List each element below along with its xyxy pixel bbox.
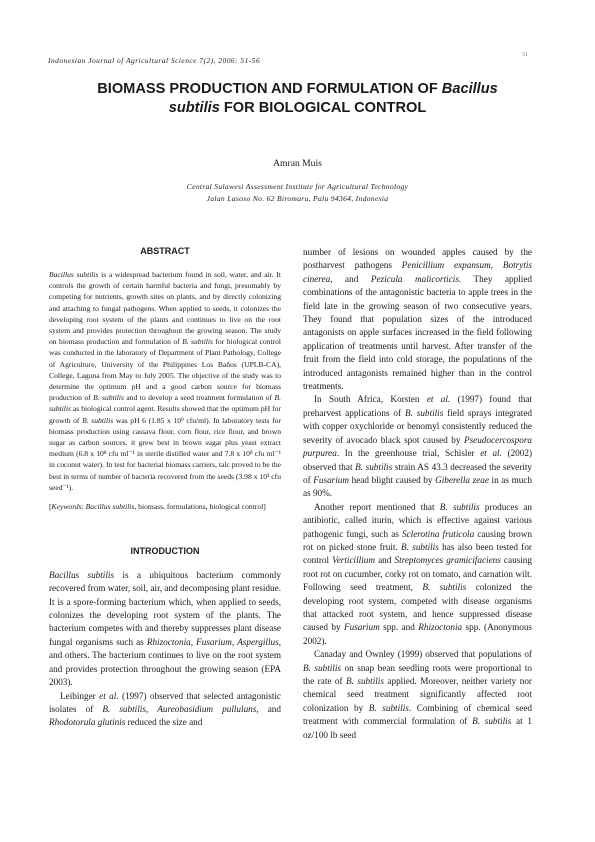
keywords-close-bracket: ]: [263, 501, 266, 511]
citation-etal: et al.: [99, 690, 119, 701]
keywords-separator: :: [81, 501, 86, 511]
abstract-term: B. subtilis: [49, 393, 281, 414]
right-paragraph-3: [303, 501, 532, 648]
right-paragraph-1: [303, 246, 532, 393]
abstract-text-segment: was pH 6 (1.85 x 10⁹ cfu/ml). In laboratory tests for biomass production using cassava flour, corn flour, rice flour, and brown sugar as carbon sources, it grew best in brown sugar plus yeast extract medium (6.8 x 10⁸ cfu ml⁻¹ in sterile distilled water and 7.8 x 10⁸ cfu ml⁻¹ in coconut water). In test for bacterial biomass carriers, talc proved to be the best in terms of number of bacteria recovered from the seeds (3.98 x 10³ cfu seed⁻¹).: [49, 415, 281, 492]
abstract-text-segment: and to develop a seed treatment formulation of: [123, 393, 275, 403]
genus-name: Fusarium: [196, 636, 232, 647]
paper-title: [40, 80, 555, 118]
text-segment: applied. Moreover, neither variety nor chemical seed treatment significantly affected root colonization by: [303, 676, 532, 713]
abstract-term: Bacillus subtilis: [49, 270, 99, 279]
species-name: B. subtilis: [422, 582, 467, 593]
citation-etal: et al.: [426, 394, 451, 405]
species-name: Pseudocercospora purpurea: [303, 434, 532, 459]
affiliation: [0, 181, 595, 204]
species-name: Pezicula malicorticis: [370, 273, 459, 284]
text-segment: and: [375, 555, 395, 566]
text-segment: . In the greenhouse trial, Schisler: [336, 448, 481, 459]
text-segment: field sprays integrated with copper oxychloride or benomyl consistently reduced the severity of avocado black spot caused by: [303, 407, 533, 445]
text-segment: In South Africa, Korsten: [314, 394, 427, 405]
left-column: [49, 246, 281, 730]
affiliation-institute: Central Sulawesi Assessment Institute for Agricultural Technology: [186, 182, 409, 191]
title-line2-text: FOR BIOLOGICAL CONTROL: [219, 100, 427, 116]
abstract-text-segment: as biological control agent. Results showed that the optimum pH for growth of: [49, 404, 281, 425]
abstract-term: B. subtilis: [82, 415, 114, 425]
species-name: B. subtilis: [439, 501, 480, 512]
species-name: Sclerotina fruticola: [402, 528, 475, 539]
text-segment: ,: [490, 260, 503, 271]
author-name: Amran Muis: [273, 158, 322, 169]
abstract-text-segment: for biological control was conducted in the laboratory of Department of Plant Pathology, College of Agriculture, University of the Philippines Los Baños (UPLB-CA), College, Laguna from May to July 2005. The objective of the study was to determine the optimum pH and a good carbon source for biomass production of: [49, 337, 281, 403]
species-name: B. subtilis: [303, 662, 341, 673]
species-name: B. subtilis: [472, 716, 512, 727]
right-paragraph-2: [303, 393, 532, 500]
species-name: Bacillus subtilis: [49, 569, 115, 580]
text-segment: is a ubiquitous bacterium commonly recovered from water, soil, air, and decomposing plant residue. It is a spore-forming bacterium which, when applied to seeds, colonizes the developing root system of the plants. The bacterium competes with and thereby suppresses plant disease fungal organisms such as: [49, 569, 281, 647]
abstract-term: B. subtilis: [182, 337, 213, 347]
abstract-term: B. subtilis: [93, 393, 124, 403]
title-genus: Bacillus: [441, 81, 498, 97]
species-name: B. subtilis: [404, 407, 444, 418]
text-segment: produces an antibiotic, called iturin, which is effective against various pathogenic fungi, such as: [303, 501, 532, 539]
abstract-text-segment: is a widespread bacterium found in soil, water, and air. It controls the growth of certain harmful bacteria and fungi, presumably by competing for nutrients, growth sites on plants, and by directly colonizing and attaching to fungal pathogens. When applied to seeds, it colonizes the developing root system of the plants and continues to live on the root system and provides protection throughout the growing season. The study on biomass production and formulation of: [49, 270, 281, 347]
text-segment: ,: [190, 636, 197, 647]
introduction-heading: INTRODUCTION: [130, 545, 200, 556]
text-segment: Canaday and Ownley (1999) observed that populations of: [314, 649, 532, 660]
species-name: B. subtilis: [401, 541, 439, 552]
text-segment: . They applied combinations of the antagonistic bacteria to apple trees in the field late in the growing season of two consecutive years. They found that population sizes of the introduced antagonists on apple surfaces increased in the field following application of treatments until harvest. After transfer of the fruit from the field into cold storage, the populations of the introduced antagonists remained higher than in the control treatments.: [303, 273, 533, 392]
keywords-list: , biomass, formulations, biological control: [134, 501, 264, 511]
text-segment: number of lesions on wounded apples caused by the postharvest pathogens: [303, 247, 532, 271]
text-segment: strain AS 43.3 decreased the severity of: [303, 461, 533, 485]
citation-etal: et al.: [480, 448, 502, 459]
keywords-open-bracket: [: [49, 501, 52, 511]
affiliation-address: Jalan Lasoso No. 62 Biromaru, Palu 94364, Indonesia: [206, 193, 389, 203]
text-segment: reduced the size and: [125, 717, 203, 728]
text-segment: Leibinger: [60, 690, 100, 701]
page-number: 51: [522, 52, 528, 58]
text-segment: ,: [231, 636, 238, 647]
species-name: Penicillium expansum: [401, 260, 491, 271]
text-segment: , and: [330, 273, 371, 284]
text-segment: , and others. The bacterium continues to live on the root system and provides protection throughout the growing season (EPA 2003).: [49, 636, 281, 688]
intro-paragraph-2: [49, 690, 281, 730]
text-segment: (1997) observed that selected antagonistic isolates of: [49, 690, 282, 714]
title-species: subtilis: [168, 100, 220, 116]
species-name: Aureobasidium pullulans: [157, 703, 257, 714]
text-segment: causing root rot on cucumber, corky rot on tomato, and carnation wilt. Following seed treatment,: [303, 555, 532, 593]
species-name: Giberella zeae: [435, 474, 489, 485]
species-name: B. subtilis: [368, 702, 409, 713]
title-line1-text: BIOMASS PRODUCTION AND FORMULATION OF: [97, 81, 442, 97]
text-segment: . Combining of chemical seed treatment with commercial formulation of: [303, 702, 533, 727]
text-segment: spp. and: [379, 622, 419, 633]
text-segment: causing brown rot on picked stone fruit.: [303, 528, 532, 552]
text-segment: (1997) found that preharvest applications of: [303, 394, 532, 418]
text-segment: spp. (Anonymous 2002).: [303, 622, 532, 646]
genus-name: Fusarium: [313, 474, 350, 485]
text-segment: colonized the developing root system, competed with disease organisms that attacked root system, and hence suppressed disease caused by: [303, 582, 532, 633]
right-paragraph-4: [303, 648, 532, 742]
text-segment: Another report mentioned that: [314, 501, 440, 512]
text-segment: on snap bean seedling roots were proportional to the rate of: [303, 662, 532, 686]
text-segment: has also been tested for control: [303, 541, 532, 566]
text-segment: ,: [145, 703, 158, 714]
text-segment: (2002) observed that: [303, 448, 533, 472]
text-segment: head blight caused by: [349, 474, 436, 485]
species-name: Streptomyces gramicifaciens: [394, 555, 501, 566]
species-name: Rhodotorula glutinis: [49, 717, 126, 728]
keywords-label: Keywords: [51, 501, 82, 511]
text-segment: in as much as 90%.: [303, 474, 532, 499]
species-name: Botrytis cinerea: [303, 260, 532, 284]
text-segment: , and: [256, 703, 281, 714]
genus-name: Rhizoctonia: [418, 622, 463, 633]
text-segment: at 1 oz/100 lb seed: [303, 716, 532, 740]
right-column: [303, 246, 532, 742]
keywords: [49, 501, 281, 512]
genus-name: Aspergillus: [237, 636, 279, 647]
species-name: B. subtilis: [346, 676, 384, 686]
running-head: Indonesian Journal of Agricultural Science 7(2), 2006: 51-56: [48, 56, 261, 65]
genus-name: Verticillium: [332, 555, 375, 566]
abstract-heading: ABSTRACT: [140, 246, 190, 256]
keyword-term: Bacillus subtilis: [85, 501, 135, 511]
genus-name: Rhizoctonia: [146, 636, 191, 647]
intro-paragraph-1: [49, 569, 281, 690]
genus-name: Fusarium: [343, 622, 380, 633]
species-name: B. subtilis: [102, 703, 146, 714]
abstract-body: [49, 269, 281, 493]
species-name: B. subtilis: [355, 461, 393, 472]
